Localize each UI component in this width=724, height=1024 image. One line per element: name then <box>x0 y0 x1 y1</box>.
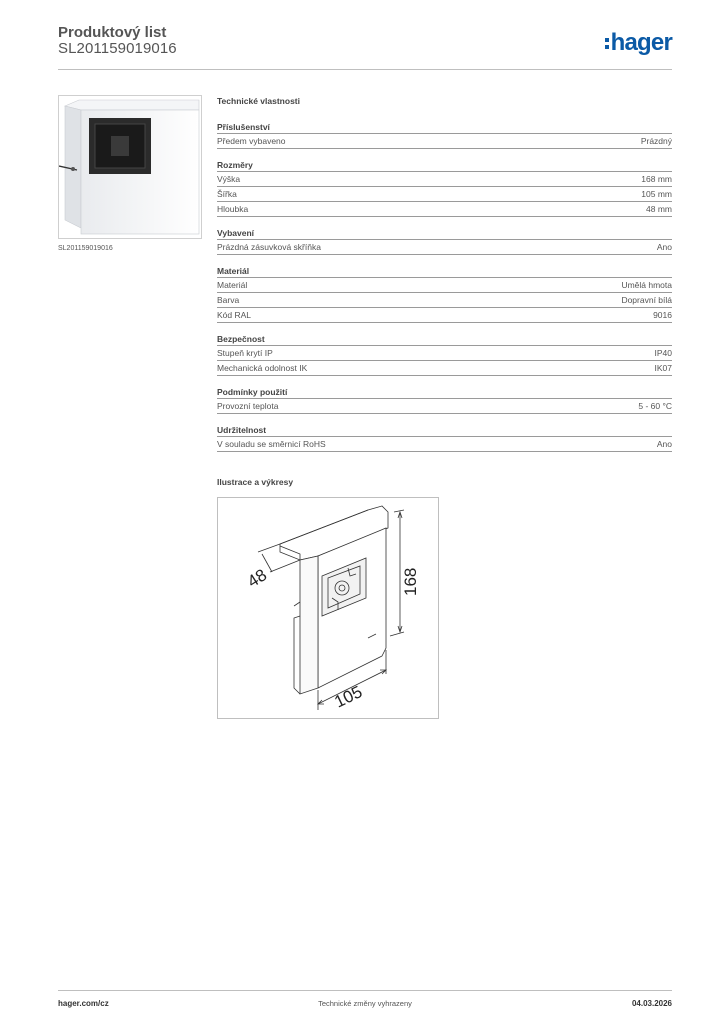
page-header <box>58 24 672 70</box>
spec-value: Dopravní bílá <box>621 295 672 305</box>
spec-group-title: Udržitelnost <box>217 424 672 437</box>
spec-label: Stupeň krytí IP <box>217 348 273 358</box>
spec-value: IK07 <box>654 363 672 373</box>
spec-row <box>217 308 672 323</box>
spec-group-title: Materiál <box>217 265 672 278</box>
spec-row <box>217 202 672 217</box>
spec-value: Ano <box>656 439 672 449</box>
spec-label: Mechanická odolnost IK <box>217 363 308 373</box>
spec-label: Provozní teplota <box>217 401 279 411</box>
spec-row <box>217 172 672 187</box>
spec-label: Šířka <box>217 189 237 199</box>
spec-value: IP40 <box>654 348 672 358</box>
logo-dots-icon <box>605 38 609 49</box>
product-code: SL201159019016 <box>58 40 177 57</box>
spec-row <box>217 346 672 361</box>
spec-group-title: Bezpečnost <box>217 333 672 346</box>
depth-dimension-label: 48 <box>244 565 271 592</box>
spec-group-title: Příslušenství <box>217 121 672 134</box>
spec-row <box>217 240 672 255</box>
spec-row <box>217 134 672 149</box>
spec-label: Materiál <box>217 280 248 290</box>
hager-logo <box>605 30 672 56</box>
width-dimension-label: 105 <box>331 682 366 712</box>
page-title: Produktový list <box>58 24 167 41</box>
illustration-title: Ilustrace a výkresy <box>217 477 294 487</box>
footer-date: 04.03.2026 <box>631 999 672 1008</box>
product-caption: SL201159019016 <box>58 245 113 252</box>
spec-group <box>217 227 672 255</box>
spec-row <box>217 399 672 414</box>
height-dimension-label: 168 <box>401 567 420 596</box>
specs-title: Technické vlastnosti <box>217 96 300 106</box>
product-photo-icon <box>58 95 202 239</box>
spec-group <box>217 159 672 217</box>
spec-label: Předem vybaveno <box>217 136 286 146</box>
spec-row <box>217 293 672 308</box>
page-footer <box>58 990 672 1014</box>
spec-label: Hloubka <box>217 204 249 214</box>
spec-value: 105 mm <box>641 189 672 199</box>
spec-row <box>217 437 672 452</box>
spec-group <box>217 121 672 149</box>
dimension-drawing-icon <box>218 498 438 718</box>
spec-group-title: Vybavení <box>217 227 672 240</box>
spec-value: Prázdný <box>640 136 672 146</box>
spec-group <box>217 424 672 452</box>
spec-value: 9016 <box>653 310 672 320</box>
spec-value: Ano <box>656 242 672 252</box>
spec-group-title: Rozměry <box>217 159 672 172</box>
spec-group <box>217 333 672 376</box>
spec-label: Prázdná zásuvková skříňka <box>217 242 321 252</box>
spec-group <box>217 265 672 323</box>
tech-specs <box>217 96 672 462</box>
spec-label: Barva <box>217 295 240 305</box>
footer-disclaimer: Technické změny vyhrazeny <box>318 999 412 1008</box>
spec-value: 5 - 60 °C <box>638 401 672 411</box>
spec-row <box>217 187 672 202</box>
spec-value: 48 mm <box>646 204 672 214</box>
spec-label: Kód RAL <box>217 310 252 320</box>
spec-row <box>217 278 672 293</box>
spec-value: Umělá hmota <box>621 280 672 290</box>
spec-value: 168 mm <box>641 174 672 184</box>
logo-text: hager <box>610 29 672 56</box>
footer-website-link[interactable]: hager.com/cz <box>58 999 109 1008</box>
spec-group <box>217 386 672 414</box>
spec-label: V souladu se směrnicí RoHS <box>217 439 326 449</box>
spec-group-title: Podmínky použití <box>217 386 672 399</box>
spec-label: Výška <box>217 174 241 184</box>
technical-drawing <box>217 497 439 719</box>
spec-row <box>217 361 672 376</box>
